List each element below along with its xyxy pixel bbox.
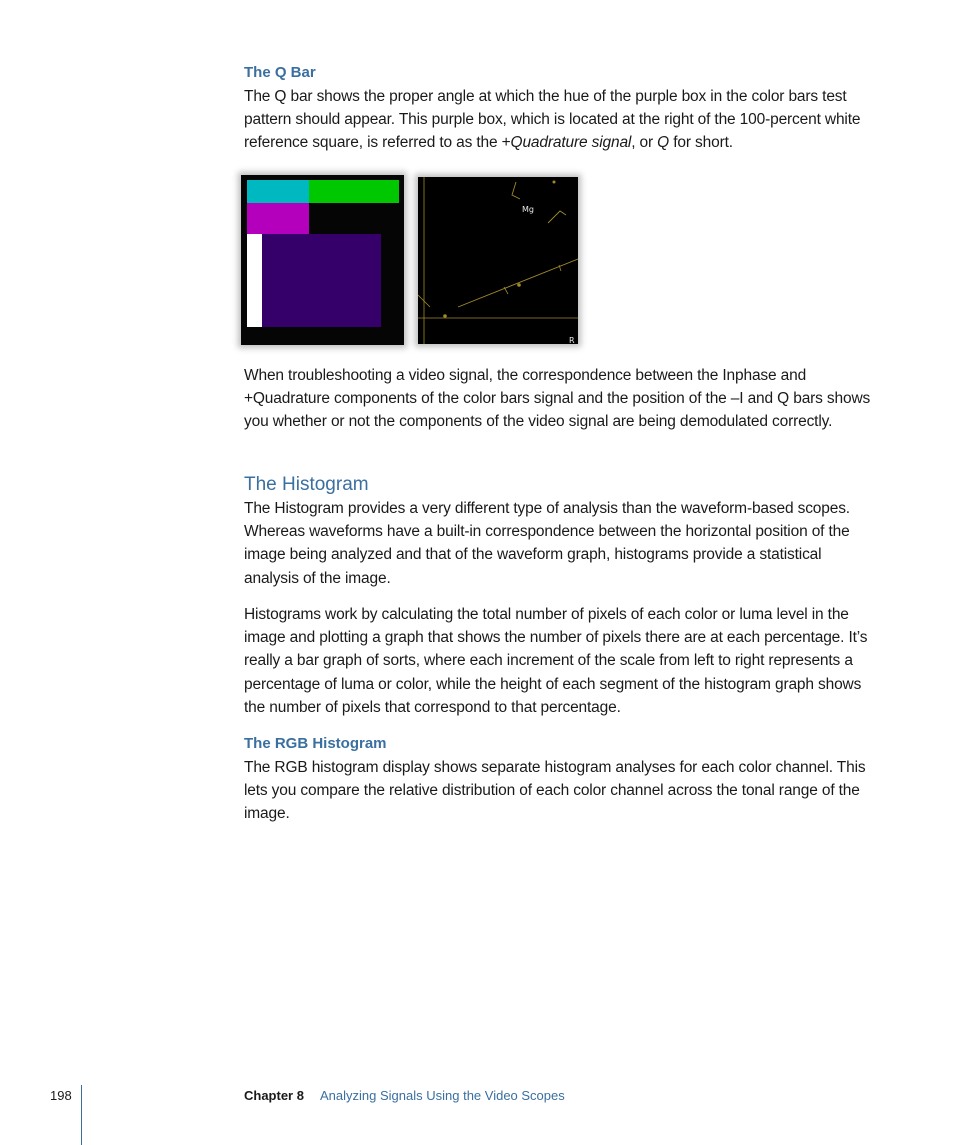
mg-label: Mg [522,205,534,214]
troubleshooting-paragraph: When troubleshooting a video signal, the correspondence between the Inphase and +Quadrature components of the color bars signal and the position of the –I and Q bars shows you whether or not the components of the video signal are being demodulated correctly. [244,367,871,431]
quadrature-term: Quadrature signal [510,134,632,152]
vectorscope-graticule [418,177,578,344]
mg-target-box-left [512,182,520,199]
mg-target-dot [553,181,556,184]
rgb-histogram-heading: The RGB Histogram [244,735,387,752]
q-bar-text-1: The Q bar shows the proper angle at which the hue of the purple box in the color bars test pattern should appear. This purple box, which is located at the right of the 100-percent white reference square, is referred to as the + [244,88,861,152]
q-term: Q [657,134,670,152]
magenta-bar [247,203,309,234]
vectorscope-figure [418,177,578,344]
histogram-heading: The Histogram [244,474,369,495]
footer-chapter-title: Analyzing Signals Using the Video Scopes [320,1088,565,1103]
rgb-histogram-paragraph: The RGB histogram display shows separate histogram analyses for each color channel. This lets you compare the relative distribution of each color channel across the tonal range of the image. [244,759,866,823]
cyan-bar [247,180,309,203]
q-bar-heading: The Q Bar [244,64,316,81]
histogram-paragraph-2: Histograms work by calculating the total number of pixels of each color or luma level in the image and plotting a graph that shows the number of pixels there are at each percentage. It’s really a bar graph of sorts, where each increment of the scale from left to right represents a percentage of luma or color, while the height of each segment of the histogram graph shows the number of pixels that correspond to that percentage. [244,606,868,716]
mg-target-box-right [548,211,566,223]
histogram-paragraph-1: The Histogram provides a very different type of analysis than the waveform-based scopes. Whereas waveforms have a built-in correspondence between the horizontal position of the image being analyzed and that of the waveform graph, histograms provide a statistical analysis of the image. [244,500,850,587]
page-number: 198 [50,1088,72,1103]
q-bar-text-3: for short. [669,134,733,152]
purple-q-box [262,234,381,327]
r-label: R [569,336,575,344]
q-bar-text-2: , or [631,134,658,152]
white-reference-square [247,234,262,327]
q-axis-line [458,259,578,307]
footer-rule [81,1085,82,1145]
footer-chapter-label: Chapter 8 [244,1088,304,1103]
q-target-dot [517,283,521,287]
q-bar-paragraph [244,85,876,155]
color-bars-figure [241,175,404,345]
center-dot [443,314,447,318]
green-bar [309,180,399,203]
